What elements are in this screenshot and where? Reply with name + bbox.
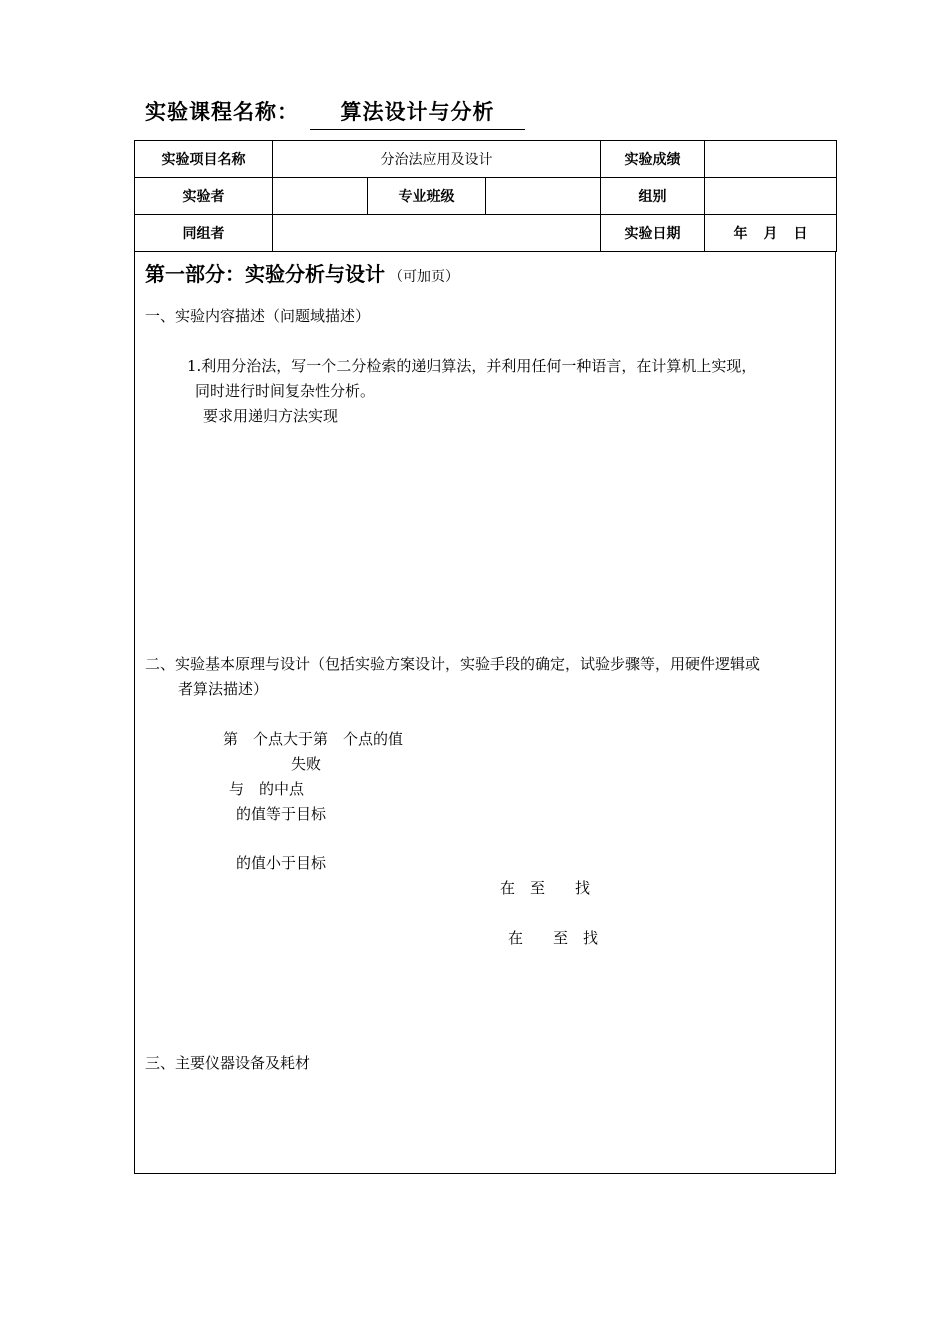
part1-box [134, 251, 836, 1174]
course-header [145, 92, 545, 128]
design-line: 在 至 找 [508, 929, 599, 947]
table-row [135, 215, 837, 252]
partner-value [273, 215, 601, 252]
design-line: 的值小于目标 [236, 854, 327, 872]
part1-note: （可加页） [389, 269, 459, 285]
section2-heading-line1: 二、实验基本原理与设计（包括实验方案设计，实验手段的确定，试验步骤等，用硬件逻辑或 [145, 655, 761, 673]
group-label: 组别 [601, 178, 705, 215]
design-line: 失败 [291, 755, 322, 773]
partner-label: 同组者 [135, 215, 273, 252]
date-label: 实验日期 [601, 215, 705, 252]
date-month: 月 [763, 226, 778, 242]
experimenter-label: 实验者 [135, 178, 273, 215]
major-class-label: 专业班级 [368, 178, 486, 215]
design-line: 在 至 找 [500, 879, 591, 897]
score-label: 实验成绩 [601, 141, 705, 178]
design-line: 与 的中点 [229, 780, 305, 798]
section1-line1: 1.利用分治法，写一个二分检索的递归算法，并利用任何一种语言，在计算机上实现， [187, 357, 757, 375]
major-class-value [486, 178, 601, 215]
course-label: 实验课程名称： [145, 100, 299, 124]
table-row [135, 178, 837, 215]
experimenter-value [273, 178, 368, 215]
date-value [705, 215, 837, 252]
info-table [134, 140, 837, 252]
project-name-value: 分治法应用及设计 [273, 141, 601, 178]
design-line: 第 个点大于第 个点的值 [223, 730, 404, 748]
date-year: 年 [733, 226, 748, 242]
section1-line2: 同时进行时间复杂性分析。 [195, 382, 376, 400]
score-value [705, 141, 837, 178]
section3-heading: 三、主要仪器设备及耗材 [145, 1054, 311, 1072]
part1-title-text: 第一部分：实验分析与设计 [145, 262, 385, 286]
section1-line3: 要求用递归方法实现 [203, 407, 339, 425]
project-name-label: 实验项目名称 [135, 141, 273, 178]
table-row [135, 141, 837, 178]
course-name: 算法设计与分析 [310, 96, 525, 130]
design-line: 的值等于目标 [236, 805, 327, 823]
date-day: 日 [793, 226, 808, 242]
section1-heading: 一、实验内容描述（问题域描述） [145, 307, 371, 325]
group-value [705, 178, 837, 215]
section2-heading-line2: 者算法描述） [178, 680, 269, 698]
part1-title [145, 258, 459, 287]
